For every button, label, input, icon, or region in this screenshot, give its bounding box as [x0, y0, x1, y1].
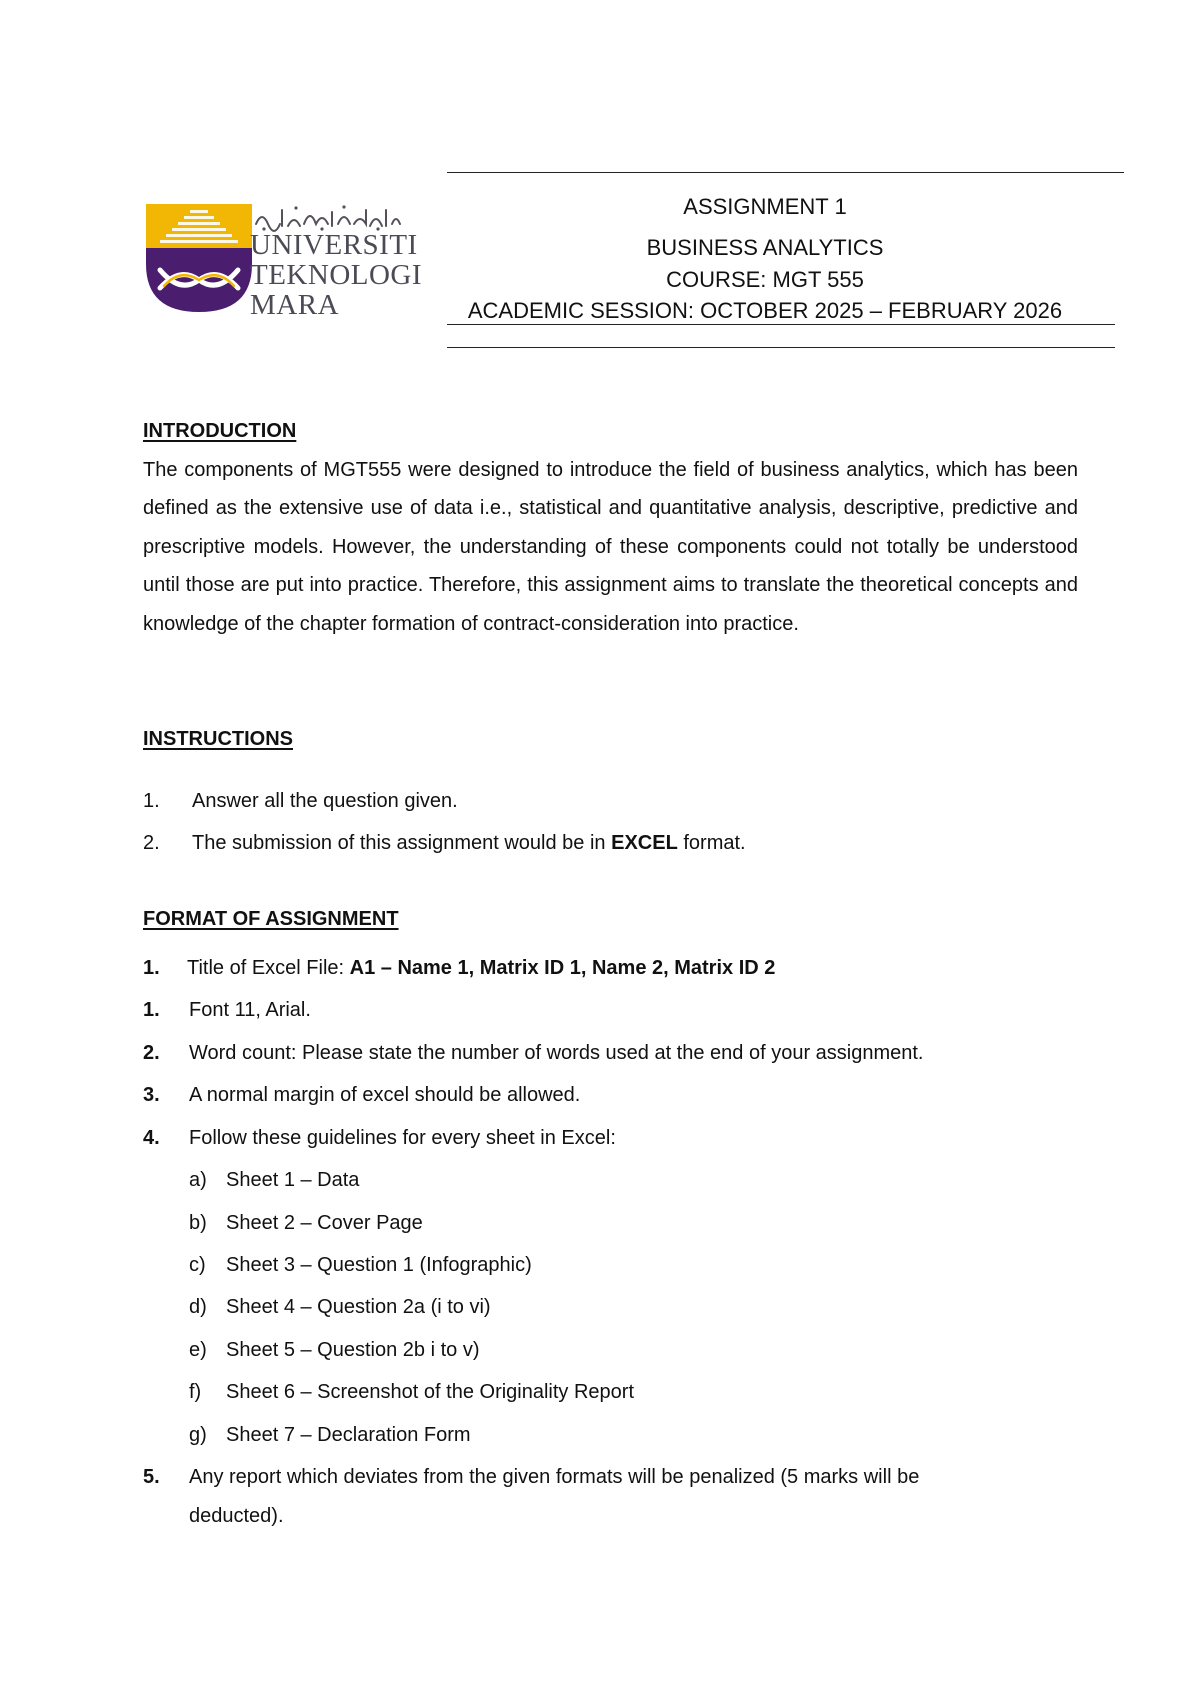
format-number: 5. [143, 1466, 160, 1488]
sheet-letter: e) [189, 1339, 207, 1361]
academic-session: ACADEMIC SESSION: OCTOBER 2025 – FEBRUARY 2026 [467, 298, 1063, 323]
sheet-text: Sheet 7 – Declaration Form [226, 1424, 471, 1446]
sheet-text: Sheet 6 – Screenshot of the Originality Report [226, 1381, 635, 1403]
format-text: Title of Excel File: [187, 957, 350, 979]
format-heading: FORMAT OF ASSIGNMENT [143, 908, 399, 930]
format-number: 4. [143, 1127, 160, 1149]
format-number: 3. [143, 1084, 160, 1106]
format-number: 2. [143, 1042, 160, 1064]
sheet-text: Sheet 4 – Question 2a (i to vi) [226, 1296, 491, 1318]
subject-title: BUSINESS ANALYTICS [646, 235, 884, 260]
header-bottom-rule [447, 324, 1115, 325]
header-top-rule [447, 172, 1124, 173]
format-number: 1. [143, 999, 160, 1021]
instruction-number: 2. [143, 832, 160, 854]
format-text: Font 11, Arial. [189, 999, 311, 1021]
format-text: Follow these guidelines for every sheet in Excel: [189, 1127, 616, 1149]
format-text-continued: deducted). [189, 1505, 284, 1527]
file-title-format: A1 – Name 1, Matrix ID 1, Name 2, Matrix ID 2 [349, 957, 776, 979]
course-code: COURSE: MGT 555 [666, 267, 864, 292]
instruction-number: 1. [143, 790, 160, 812]
introduction-paragraph: The components of MGT555 were designed to introduce the field of business analytics, which has been defined as the extensive use of data i.e., statistical and quantitative analysis, descriptive, predictive and prescriptive models. However, the understanding of these components could not totally be understood until those are put into practice. Therefore, this assignment aims to translate the theoretical concepts and knowledge of the chapter formation of contract-consideration into practice. [143, 459, 1078, 635]
format-number: 1. [143, 957, 160, 979]
uitm-jawi-script-icon [252, 204, 402, 232]
format-text: Any report which deviates from the given formats will be penalized (5 marks will be [189, 1466, 920, 1488]
format-text: Word count: Please state the number of words used at the end of your assignment. [189, 1042, 924, 1064]
uitm-wordmark [250, 230, 422, 320]
instruction-text: The submission of this assignment would be in [192, 832, 612, 854]
sheet-letter: a) [189, 1169, 207, 1191]
sheet-text: Sheet 3 – Question 1 (Infographic) [226, 1254, 532, 1276]
sheet-letter: f) [189, 1381, 202, 1403]
wordmark-line-1: UNIVERSITI [250, 229, 418, 261]
introduction-heading: INTRODUCTION [143, 420, 297, 442]
instructions-heading: INSTRUCTIONS [143, 728, 293, 750]
format-text: A normal margin of excel should be allowed. [189, 1084, 581, 1106]
sheet-letter: b) [189, 1212, 207, 1234]
assignment-title: ASSIGNMENT 1 [683, 194, 847, 219]
instruction-emphasis: EXCEL [611, 832, 678, 854]
sheet-letter: d) [189, 1296, 207, 1318]
uitm-crest-icon [146, 204, 252, 312]
wordmark-line-3: MARA [250, 289, 340, 321]
sheet-text: Sheet 5 – Question 2b i to v) [226, 1339, 480, 1361]
instruction-text-end: format. [677, 832, 746, 854]
sheet-letter: c) [189, 1254, 206, 1276]
header-bottom-rule-2 [447, 347, 1115, 348]
sheet-text: Sheet 2 – Cover Page [226, 1212, 423, 1234]
sheet-text: Sheet 1 – Data [226, 1169, 360, 1191]
instruction-text: Answer all the question given. [192, 790, 458, 812]
sheet-letter: g) [189, 1424, 207, 1446]
wordmark-line-2: TEKNOLOGI [250, 259, 423, 291]
